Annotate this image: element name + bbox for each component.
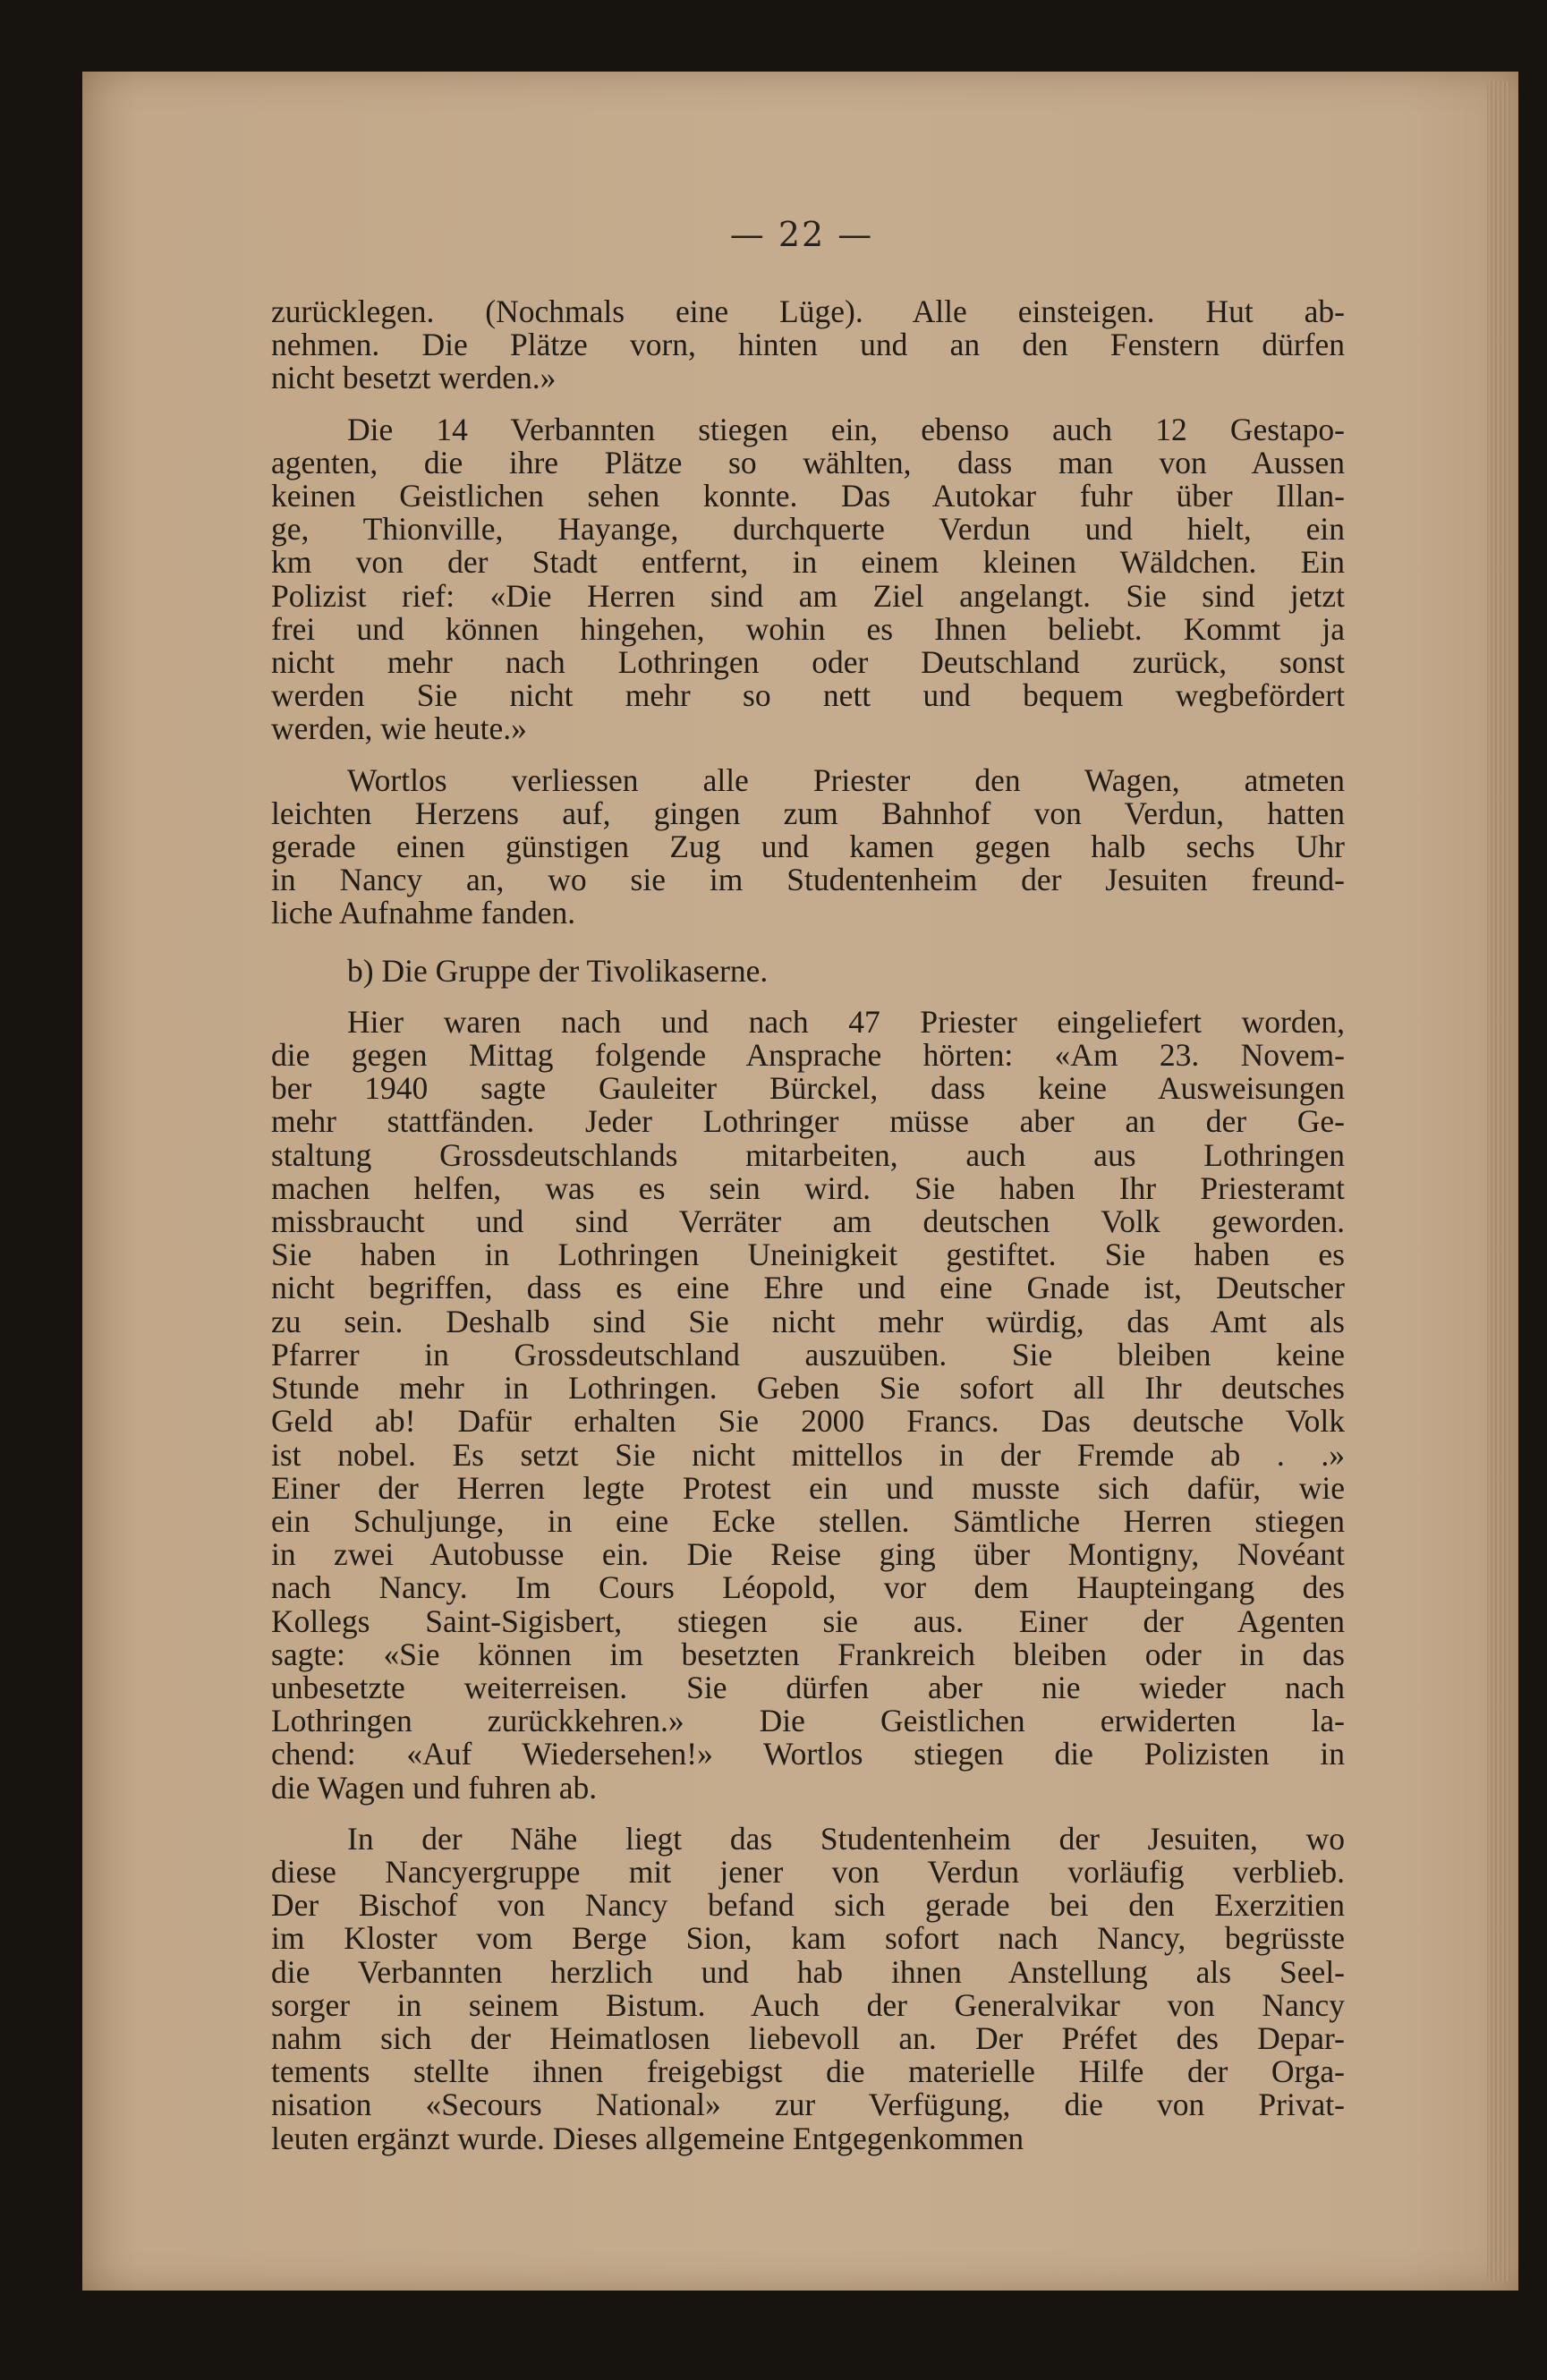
text-line: Kollegs Saint-Sigisbert, stiegen sie aus. Einer der Agenten [271,1602,1345,1639]
text-line: leuten ergänzt wurde. Dieses allgemeine Entgegenkommen [271,2120,1024,2156]
text-line: agenten, die ihre Plätze so wählten, dass man von Aussen [271,444,1345,480]
text-line: diese Nancyergruppe mit jener von Verdun vorläufig verblieb. [271,1853,1345,1890]
text-line: ber 1940 sagte Gauleiter Bürckel, dass keine Ausweisungen [271,1070,1345,1107]
text-line: machen helfen, was es sein wird. Sie haben Ihr Priesteramt [271,1169,1345,1206]
text-line: liche Aufnahme fanden. [271,895,576,931]
paragraph [271,1003,1345,1806]
paragraph [271,761,1345,931]
text-line: Stunde mehr in Lothringen. Geben Sie sofort all Ihr deutsches [271,1370,1345,1407]
text-line: nicht mehr nach Lothringen oder Deutschland zurück, sonst [271,644,1345,681]
text-line: keinen Geistlichen sehen konnte. Das Autokar fuhr über Illan- [271,478,1345,514]
text-line: Polizist rief: «Die Herren sind am Ziel angelangt. Sie sind jetzt [271,577,1345,614]
paragraph [271,295,1345,395]
text-line: Sie haben in Lothringen Uneinigkeit gestiftet. Sie haben es [271,1237,1345,1273]
page-stack-edge [1487,81,1510,2282]
text-line: nisation «Secours National» zur Verfügung, die von Privat- [271,2087,1345,2123]
text-line: ist nobel. Es setzt Sie nicht mittellos in der Fremde ab . .» [271,1436,1345,1473]
text-line: zurücklegen. (Nochmals eine Lüge). Alle einsteigen. Hut ab- [271,293,1345,329]
text-line: leichten Herzens auf, gingen zum Bahnhof von Verdun, hatten [271,795,1345,831]
text-line: Pfarrer in Grossdeutschland auszuüben. Sie bleiben keine [271,1336,1345,1373]
text-line: gerade einen günstigen Zug und kamen gegen halb sechs Uhr [271,829,1345,865]
text-line: km von der Stadt entfernt, in einem kleinen Wäldchen. Ein [271,544,1345,581]
text-line: werden, wie heute.» [271,710,527,747]
text-line: frei und können hingehen, wohin es Ihnen beliebt. Kommt ja [271,610,1345,647]
text-line: im Kloster vom Berge Sion, kam sofort nach Nancy, begrüsste [271,1920,1345,1957]
text-line: nahm sich der Heimatlosen liebevoll an. Der Préfet des Depar- [271,2019,1345,2056]
section-heading: b) Die Gruppe der Tivolikaserne. [347,952,769,989]
text-line: in Nancy an, wo sie im Studentenheim der Jesuiten freund- [271,862,1345,898]
text-line: unbesetzte weiterreisen. Sie dürfen aber nie wieder nach [271,1669,1345,1705]
text-line: werden Sie nicht mehr so nett und bequem wegbefördert [271,677,1345,714]
text-line: staltung Grossdeutschlands mitarbeiten, auch aus Lothringen [271,1136,1345,1173]
text-line: Einer der Herren legte Protest ein und musste sich dafür, wie [271,1469,1345,1506]
paragraph [271,1820,1345,2156]
text-line: In der Nähe liegt das Studentenheim der Jesuiten, wo [347,1820,1345,1857]
text-line: ge, Thionville, Hayange, durchquerte Verdun und hielt, ein [271,511,1345,548]
text-line: die gegen Mittag folgende Ansprache hörten: «Am 23. Novem- [271,1037,1345,1074]
text-line: die Verbannten herzlich und hab ihnen Anstellung als Seel- [271,1953,1345,1990]
text-line: mehr stattfänden. Jeder Lothringer müsse aber an der Ge- [271,1103,1345,1140]
text-line: Wortlos verliessen alle Priester den Wagen, atmeten [347,761,1345,798]
text-line: nehmen. Die Plätze vorn, hinten und an den Fenstern dürfen [271,327,1345,363]
text-line: Die 14 Verbannten stiegen ein, ebenso auch 12 Gestapo- [347,411,1345,447]
text-line: Der Bischof von Nancy befand sich gerade bei den Exerzitien [271,1887,1345,1924]
text-line: nicht begriffen, dass es eine Ehre und eine Gnade ist, Deutscher [271,1270,1345,1306]
text-line: in zwei Autobusse ein. Die Reise ging über Montigny, Novéant [271,1536,1345,1573]
text-line: Lothringen zurückkehren.» Die Geistlichen erwiderten la- [271,1703,1345,1739]
text-line: missbraucht und sind Verräter am deutschen Volk geworden. [271,1203,1345,1240]
text-line: sorger in seinem Bistum. Auch der Generalvikar von Nancy [271,1986,1345,2023]
text-line: zu sein. Deshalb sind Sie nicht mehr würdig, das Amt als [271,1303,1345,1339]
text-line: tements stellte ihnen freigebigst die materielle Hilfe der Orga- [271,2053,1345,2090]
text-line: nicht besetzt werden.» [271,360,557,396]
text-line: Hier waren nach und nach 47 Priester eingeliefert worden, [347,1003,1345,1040]
paragraphs-after-heading [271,1003,1345,2156]
paragraphs-before-heading [271,295,1345,931]
text-line: ein Schuljunge, in eine Ecke stellen. Sämtliche Herren stiegen [271,1502,1345,1539]
paragraph [271,413,1345,746]
text-line: Geld ab! Dafür erhalten Sie 2000 Francs. Das deutsche Volk [271,1403,1345,1440]
page-number: — 22 — [729,215,874,254]
text-line: sagte: «Sie können im besetzten Frankreich bleiben oder in das [271,1636,1345,1672]
body-text [271,295,1345,2155]
text-line: nach Nancy. Im Cours Léopold, vor dem Haupteingang des [271,1569,1345,1606]
text-line: die Wagen und fuhren ab. [271,1769,598,1806]
text-line: chend: «Auf Wiedersehen!» Wortlos stiegen die Polizisten in [271,1736,1345,1772]
